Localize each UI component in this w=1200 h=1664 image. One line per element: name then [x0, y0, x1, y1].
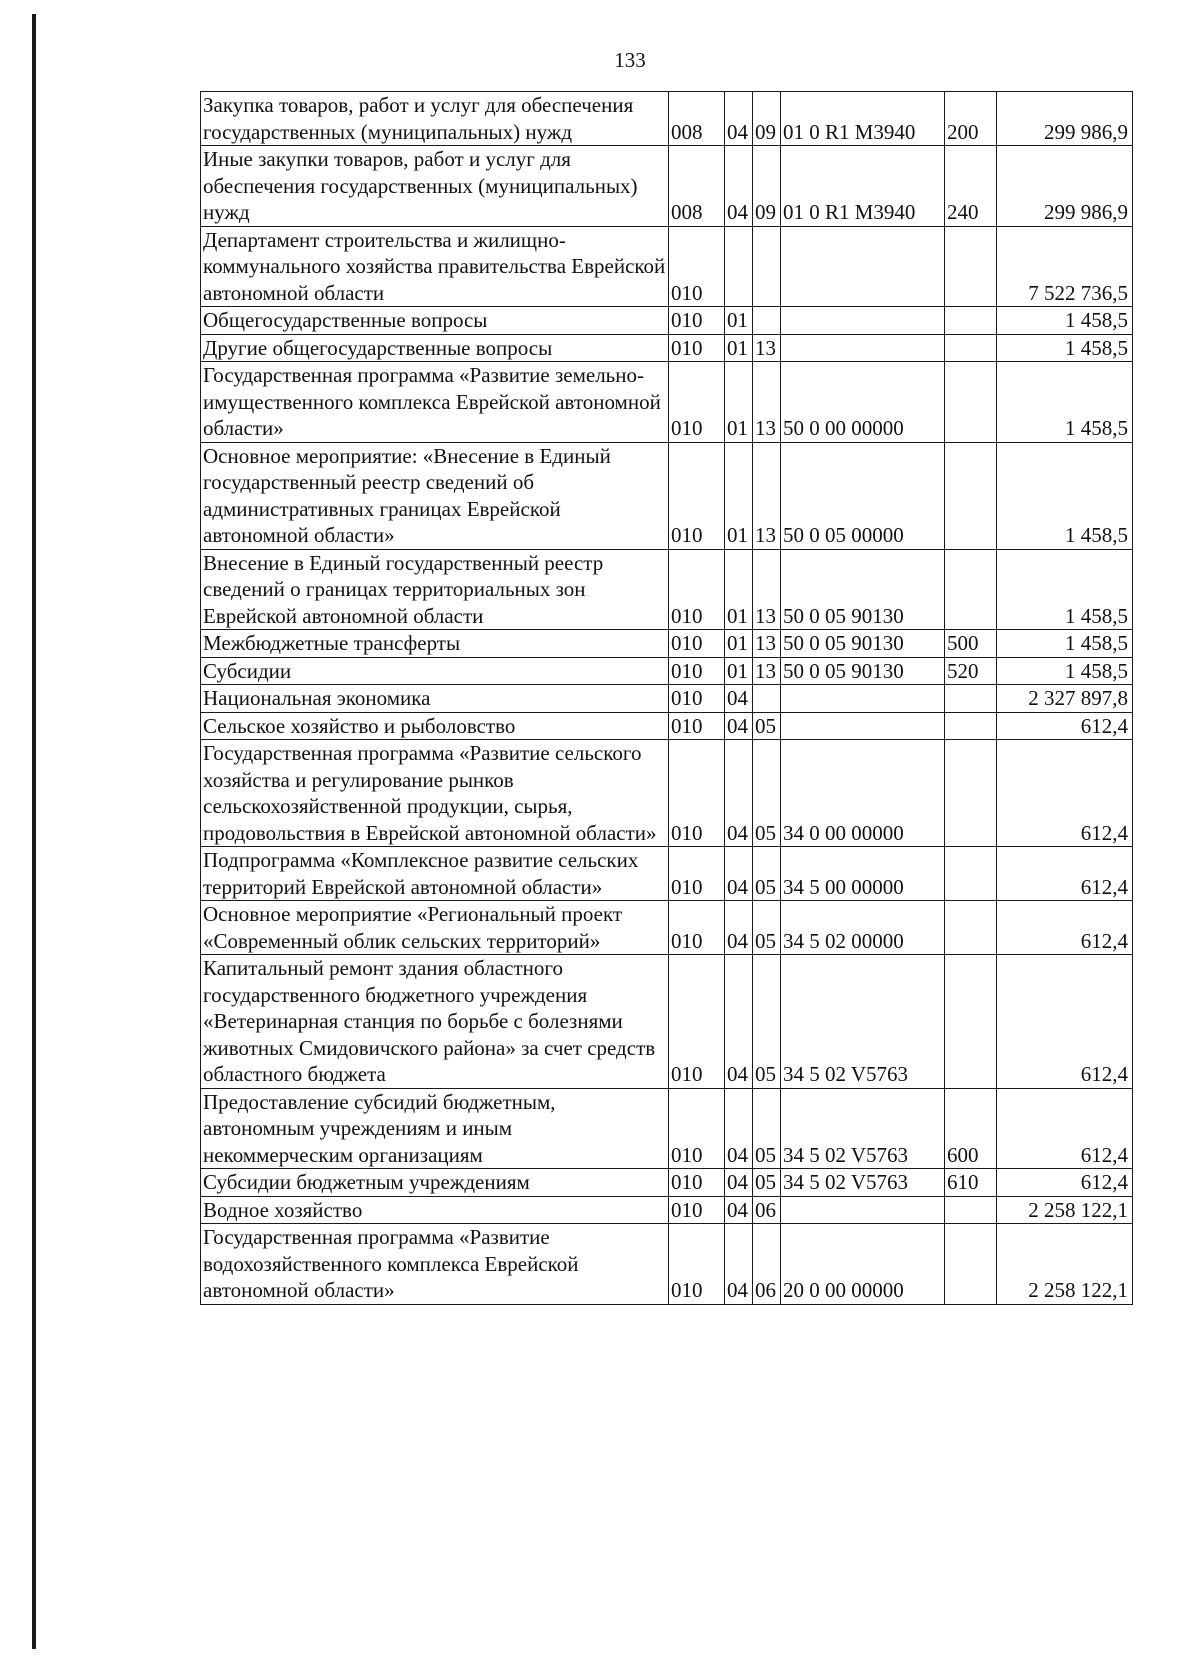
row-amount: 1 458,5 — [997, 549, 1133, 630]
row-name: Подпрограмма «Комплексное развитие сельских территорий Еврейской автономной области» — [201, 847, 669, 901]
row-name: Основное мероприятие «Региональный проект «Современный облик сельских территорий» — [201, 901, 669, 955]
row-target-article-code: 50 0 05 90130 — [781, 630, 945, 658]
table-row — [201, 146, 1133, 227]
row-name: Внесение в Единый государственный реестр сведений о границах территориальных зон Еврейской автономной области — [201, 549, 669, 630]
table-row — [201, 92, 1133, 146]
row-target-article-code — [781, 1196, 945, 1224]
row-section-code: 04 — [725, 92, 753, 146]
row-name: Департамент строительства и жилищно-коммунального хозяйства правительства Еврейской автономной области — [201, 226, 669, 307]
row-ved-code: 010 — [669, 740, 725, 847]
row-target-article-code: 34 5 02 00000 — [781, 901, 945, 955]
row-expense-type-code: 240 — [945, 146, 997, 227]
row-amount: 2 258 122,1 — [997, 1196, 1133, 1224]
row-section-code: 04 — [725, 146, 753, 227]
row-ved-code: 010 — [669, 630, 725, 658]
table-row — [201, 1169, 1133, 1197]
row-name: Субсидии бюджетным учреждениям — [201, 1169, 669, 1197]
row-expense-type-code — [945, 955, 997, 1089]
row-ved-code: 010 — [669, 712, 725, 740]
table-row — [201, 549, 1133, 630]
row-expense-type-code — [945, 740, 997, 847]
row-amount: 612,4 — [997, 712, 1133, 740]
table-row — [201, 847, 1133, 901]
row-subsection-code: 05 — [753, 1088, 781, 1169]
table-row — [201, 955, 1133, 1089]
row-name: Сельское хозяйство и рыболовство — [201, 712, 669, 740]
table-row — [201, 226, 1133, 307]
row-subsection-code: 05 — [753, 955, 781, 1089]
row-amount: 1 458,5 — [997, 307, 1133, 335]
row-ved-code: 010 — [669, 1224, 725, 1305]
row-amount: 2 258 122,1 — [997, 1224, 1133, 1305]
row-ved-code: 008 — [669, 92, 725, 146]
table-row — [201, 1088, 1133, 1169]
row-section-code: 04 — [725, 1224, 753, 1305]
row-subsection-code: 05 — [753, 1169, 781, 1197]
row-amount: 2 327 897,8 — [997, 685, 1133, 713]
row-target-article-code — [781, 712, 945, 740]
row-subsection-code: 13 — [753, 549, 781, 630]
row-expense-type-code: 610 — [945, 1169, 997, 1197]
row-ved-code: 010 — [669, 1088, 725, 1169]
row-name: Закупка товаров, работ и услуг для обеспечения государственных (муниципальных) нужд — [201, 92, 669, 146]
row-ved-code: 010 — [669, 657, 725, 685]
row-target-article-code: 34 5 02 V5763 — [781, 1169, 945, 1197]
row-target-article-code: 34 5 00 00000 — [781, 847, 945, 901]
row-name: Основное мероприятие: «Внесение в Единый государственный реестр сведений об административных границах Еврейской автономной области» — [201, 442, 669, 549]
table-row — [201, 657, 1133, 685]
row-ved-code: 010 — [669, 226, 725, 307]
row-section-code: 01 — [725, 307, 753, 335]
row-ved-code: 010 — [669, 1196, 725, 1224]
row-target-article-code: 34 5 02 V5763 — [781, 955, 945, 1089]
row-amount: 7 522 736,5 — [997, 226, 1133, 307]
row-amount: 612,4 — [997, 740, 1133, 847]
row-section-code: 01 — [725, 657, 753, 685]
row-name: Водное хозяйство — [201, 1196, 669, 1224]
table-row — [201, 901, 1133, 955]
row-subsection-code: 13 — [753, 442, 781, 549]
row-target-article-code — [781, 685, 945, 713]
row-expense-type-code — [945, 307, 997, 335]
row-amount: 299 986,9 — [997, 146, 1133, 227]
row-section-code: 01 — [725, 334, 753, 362]
table-row — [201, 307, 1133, 335]
budget-table-body — [201, 92, 1133, 1305]
row-amount: 1 458,5 — [997, 362, 1133, 443]
row-ved-code: 010 — [669, 955, 725, 1089]
row-ved-code: 010 — [669, 685, 725, 713]
row-target-article-code: 20 0 00 00000 — [781, 1224, 945, 1305]
row-amount: 612,4 — [997, 1088, 1133, 1169]
row-target-article-code: 50 0 05 90130 — [781, 657, 945, 685]
table-row — [201, 712, 1133, 740]
row-subsection-code: 13 — [753, 362, 781, 443]
table-row — [201, 334, 1133, 362]
budget-table — [200, 91, 1133, 1305]
row-expense-type-code — [945, 1224, 997, 1305]
row-target-article-code: 50 0 05 00000 — [781, 442, 945, 549]
row-expense-type-code: 500 — [945, 630, 997, 658]
row-subsection-code: 05 — [753, 901, 781, 955]
table-row — [201, 1196, 1133, 1224]
row-expense-type-code — [945, 549, 997, 630]
row-name: Государственная программа «Развитие сельского хозяйства и регулирование рынков сельскохозяйственной продукции, сырья, продовольствия в Еврейской автономной области» — [201, 740, 669, 847]
row-expense-type-code: 200 — [945, 92, 997, 146]
row-subsection-code: 13 — [753, 657, 781, 685]
row-expense-type-code — [945, 442, 997, 549]
row-target-article-code — [781, 334, 945, 362]
row-section-code: 01 — [725, 362, 753, 443]
row-target-article-code: 34 0 00 00000 — [781, 740, 945, 847]
table-row — [201, 362, 1133, 443]
row-name: Капитальный ремонт здания областного государственного бюджетного учреждения «Ветеринарная станция по борьбе с болезнями животных Смидовичского района» за счет средств областного бюджета — [201, 955, 669, 1089]
row-ved-code: 010 — [669, 362, 725, 443]
row-name: Субсидии — [201, 657, 669, 685]
row-subsection-code: 13 — [753, 630, 781, 658]
row-name: Государственная программа «Развитие земельно-имущественного комплекса Еврейской автономной области» — [201, 362, 669, 443]
row-subsection-code: 05 — [753, 712, 781, 740]
row-subsection-code: 09 — [753, 92, 781, 146]
row-amount: 1 458,5 — [997, 442, 1133, 549]
row-name: Межбюджетные трансферты — [201, 630, 669, 658]
row-ved-code: 010 — [669, 1169, 725, 1197]
row-ved-code: 010 — [669, 334, 725, 362]
row-target-article-code — [781, 307, 945, 335]
row-section-code: 04 — [725, 740, 753, 847]
row-subsection-code: 13 — [753, 334, 781, 362]
row-target-article-code: 01 0 R1 M3940 — [781, 92, 945, 146]
row-ved-code: 010 — [669, 549, 725, 630]
row-expense-type-code — [945, 334, 997, 362]
table-row — [201, 1224, 1133, 1305]
row-subsection-code — [753, 685, 781, 713]
row-expense-type-code — [945, 685, 997, 713]
row-ved-code: 010 — [669, 901, 725, 955]
row-expense-type-code — [945, 1196, 997, 1224]
row-subsection-code: 06 — [753, 1196, 781, 1224]
row-amount: 299 986,9 — [997, 92, 1133, 146]
row-amount: 1 458,5 — [997, 657, 1133, 685]
row-section-code: 01 — [725, 549, 753, 630]
row-expense-type-code — [945, 847, 997, 901]
row-ved-code: 010 — [669, 307, 725, 335]
row-ved-code: 010 — [669, 847, 725, 901]
row-expense-type-code: 520 — [945, 657, 997, 685]
row-expense-type-code — [945, 901, 997, 955]
row-target-article-code: 34 5 02 V5763 — [781, 1088, 945, 1169]
row-amount: 1 458,5 — [997, 334, 1133, 362]
row-ved-code: 008 — [669, 146, 725, 227]
row-amount: 612,4 — [997, 901, 1133, 955]
row-subsection-code: 09 — [753, 146, 781, 227]
row-section-code: 04 — [725, 1169, 753, 1197]
row-name: Иные закупки товаров, работ и услуг для обеспечения государственных (муниципальных) нужд — [201, 146, 669, 227]
table-row — [201, 630, 1133, 658]
row-section-code: 04 — [725, 847, 753, 901]
row-target-article-code — [781, 226, 945, 307]
row-name: Предоставление субсидий бюджетным, автономным учреждениям и иным некоммерческим организациям — [201, 1088, 669, 1169]
row-expense-type-code — [945, 712, 997, 740]
row-name: Государственная программа «Развитие водохозяйственного комплекса Еврейской автономной области» — [201, 1224, 669, 1305]
page-number: 133 — [614, 48, 646, 72]
row-target-article-code: 01 0 R1 M3940 — [781, 146, 945, 227]
table-row — [201, 740, 1133, 847]
row-section-code: 04 — [725, 712, 753, 740]
row-expense-type-code: 600 — [945, 1088, 997, 1169]
row-target-article-code: 50 0 05 90130 — [781, 549, 945, 630]
row-section-code: 04 — [725, 685, 753, 713]
row-name: Национальная экономика — [201, 685, 669, 713]
row-name: Общегосударственные вопросы — [201, 307, 669, 335]
row-subsection-code: 06 — [753, 1224, 781, 1305]
row-ved-code: 010 — [669, 442, 725, 549]
row-amount: 612,4 — [997, 847, 1133, 901]
row-section-code: 04 — [725, 1088, 753, 1169]
row-section-code — [725, 226, 753, 307]
row-subsection-code: 05 — [753, 847, 781, 901]
row-subsection-code — [753, 307, 781, 335]
row-section-code: 04 — [725, 901, 753, 955]
binding-margin-line — [32, 14, 36, 1649]
table-row — [201, 442, 1133, 549]
row-subsection-code — [753, 226, 781, 307]
row-name: Другие общегосударственные вопросы — [201, 334, 669, 362]
row-expense-type-code — [945, 226, 997, 307]
row-amount: 612,4 — [997, 1169, 1133, 1197]
row-section-code: 01 — [725, 442, 753, 549]
row-section-code: 04 — [725, 955, 753, 1089]
row-amount: 612,4 — [997, 955, 1133, 1089]
table-row — [201, 685, 1133, 713]
row-section-code: 01 — [725, 630, 753, 658]
row-target-article-code: 50 0 00 00000 — [781, 362, 945, 443]
row-section-code: 04 — [725, 1196, 753, 1224]
row-expense-type-code — [945, 362, 997, 443]
row-amount: 1 458,5 — [997, 630, 1133, 658]
row-subsection-code: 05 — [753, 740, 781, 847]
